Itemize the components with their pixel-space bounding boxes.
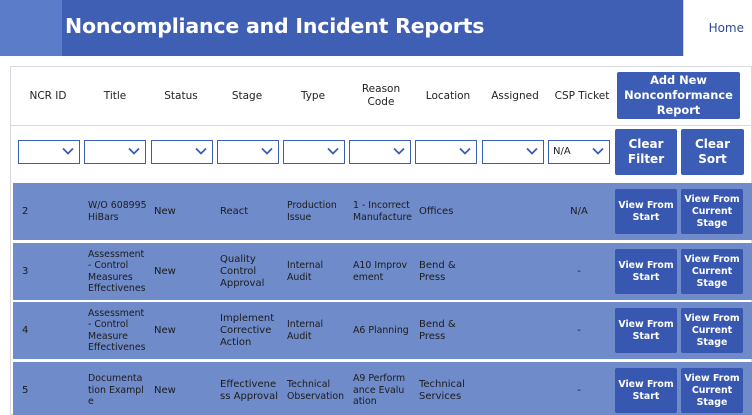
column-header-reason-code[interactable]: Reason Code — [361, 83, 401, 108]
view-from-current-stage-button[interactable]: View From Current Stage — [681, 189, 743, 234]
cell-type: Internal Audit — [287, 319, 324, 342]
column-header-ncr-id[interactable]: NCR ID — [29, 89, 67, 102]
chevron-down-icon — [62, 147, 74, 156]
cell-ncr-id: 5 — [22, 384, 29, 396]
chevron-down-icon — [393, 147, 405, 156]
chevron-down-icon — [327, 147, 339, 156]
view-from-current-stage-button[interactable]: View From Current Stage — [681, 368, 743, 413]
cell-status: New — [154, 265, 176, 277]
table-row[interactable] — [13, 302, 752, 359]
filter-status[interactable] — [151, 140, 213, 164]
filter-stage[interactable] — [217, 140, 279, 164]
column-header-status[interactable]: Status — [164, 89, 198, 102]
column-header-type[interactable]: Type — [300, 89, 326, 102]
cell-assigned — [486, 302, 546, 359]
cell-type: Internal Audit — [287, 260, 324, 283]
add-new-report-button[interactable]: Add New Nonconformance Report — [617, 72, 740, 119]
chevron-down-icon — [128, 147, 140, 156]
cell-stage: React — [220, 205, 249, 217]
cell-title: Documentation Example — [88, 373, 144, 408]
cell-csp-ticket: - — [577, 265, 581, 277]
cell-assigned — [486, 362, 546, 415]
cell-csp-ticket: - — [577, 384, 581, 396]
filter-ncr-id[interactable] — [18, 140, 80, 164]
cell-status: New — [154, 384, 176, 396]
view-from-start-button[interactable]: View From Start — [615, 189, 677, 234]
table-row[interactable] — [13, 243, 752, 300]
cell-assigned — [486, 243, 546, 300]
chevron-down-icon — [526, 147, 538, 156]
cell-type: Production Issue — [287, 200, 337, 223]
column-header-location[interactable]: Location — [425, 89, 471, 102]
page-title: Noncompliance and Incident Reports — [65, 14, 485, 38]
column-header-stage[interactable]: Stage — [231, 89, 263, 102]
filter-reason-code[interactable] — [349, 140, 411, 164]
chevron-down-icon — [592, 147, 604, 156]
app-header — [0, 0, 752, 56]
header-divider — [11, 125, 752, 126]
home-label: Home — [708, 21, 744, 35]
cell-title: Assessment - Control Measures Effectivenes — [88, 248, 146, 294]
chevron-down-icon — [261, 147, 273, 156]
cell-csp-ticket: N/A — [570, 205, 588, 217]
filter-type[interactable] — [283, 140, 345, 164]
chevron-down-icon — [195, 147, 207, 156]
table-row[interactable] — [13, 183, 752, 240]
clear-filter-button[interactable]: Clear Filter — [615, 129, 677, 175]
cell-type: Technical Observation — [287, 379, 345, 402]
cell-assigned — [486, 183, 546, 240]
cell-csp-ticket: - — [577, 324, 581, 336]
view-from-start-button[interactable]: View From Start — [615, 249, 677, 294]
view-from-current-stage-button[interactable]: View From Current Stage — [681, 249, 743, 294]
cell-stage: Implement Corrective Action — [220, 312, 275, 348]
table-row[interactable] — [13, 362, 752, 415]
cell-ncr-id: 2 — [22, 205, 29, 217]
home-nav-button[interactable] — [683, 0, 752, 56]
cell-status: New — [154, 324, 176, 336]
filter-csp-ticket[interactable] — [548, 140, 610, 164]
column-header-title[interactable]: Title — [103, 89, 127, 102]
column-header-assigned[interactable]: Assigned — [491, 89, 539, 102]
cell-location: Bend & Press — [419, 259, 456, 283]
cell-title: Assessment - Control Measure Effectivenes — [88, 307, 146, 353]
view-from-start-button[interactable]: View From Start — [615, 308, 677, 353]
cell-stage: Effectiveness Approval — [220, 378, 278, 402]
cell-reason-code: 1 - Incorrect Manufacture — [353, 200, 412, 223]
cell-location: Bend & Press — [419, 318, 456, 342]
clear-sort-button[interactable]: Clear Sort — [681, 129, 744, 175]
cell-reason-code: A9 Performance Evaluation — [353, 373, 406, 408]
view-from-current-stage-button[interactable]: View From Current Stage — [681, 308, 743, 353]
cell-status: New — [154, 205, 176, 217]
cell-reason-code: A6 Planning — [353, 324, 409, 336]
cell-ncr-id: 4 — [22, 324, 29, 336]
chevron-down-icon — [459, 147, 471, 156]
cell-title: W/O 608995 HiBars — [88, 200, 147, 223]
cell-ncr-id: 3 — [22, 265, 29, 277]
cell-location: Technical Services — [419, 378, 465, 402]
column-header-csp-ticket[interactable]: CSP Ticket — [554, 89, 610, 102]
view-from-start-button[interactable]: View From Start — [615, 368, 677, 413]
cell-location: Offices — [419, 205, 454, 217]
filter-assigned[interactable] — [482, 140, 544, 164]
cell-stage: Quality Control Approval — [220, 253, 265, 289]
filter-csp-ticket-value: N/A — [553, 146, 571, 157]
cell-reason-code: A10 Improvement — [353, 260, 408, 283]
header-accent-block — [0, 0, 62, 56]
filter-location[interactable] — [415, 140, 477, 164]
filter-title[interactable] — [84, 140, 146, 164]
